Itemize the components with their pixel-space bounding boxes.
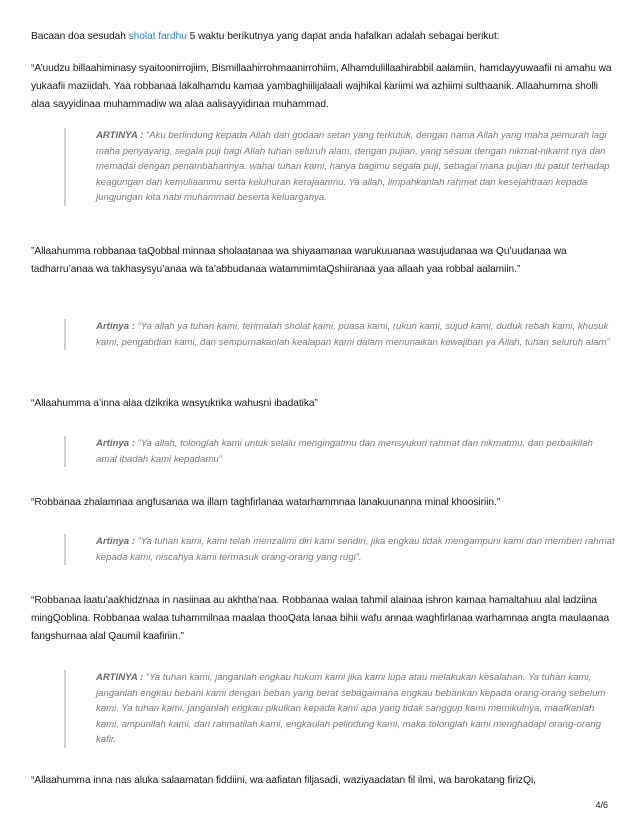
prayer-6-text: “Allaahumma inna nas aluka salaamatan fiddiini, wa aafiatan filjasadi, waziyaadatan fil ilmi, wa barokatang firizQi, bbox=[31, 775, 536, 786]
prayer-5-translation bbox=[64, 670, 616, 748]
translation-text: “Ya allah, tolonglah kami untuk selalu mengingatmu dan mensyukuri rahmat dan nikmatmu, dan perbaikilah amal ibadah kami kepadamu” bbox=[96, 438, 593, 465]
sholat-fardhu-link[interactable]: sholat fardhu bbox=[128, 31, 187, 42]
prayer-2-text: ”Allaahumma robbanaa taQobbal minnaa sholaatanaa wa shiyaamanaa warukuuanaa wasujudanaa wa Qu’uudanaa wa tadharru’anaa wa takhasysyu’anaa wa ta’abbudanaa watammimtaQshiiranaa yaa allaah yaa robbal aalamiin.” bbox=[31, 246, 567, 275]
intro-paragraph bbox=[31, 28, 615, 46]
translation-label: Artinya : bbox=[96, 438, 135, 449]
translation-label: Artinya : bbox=[96, 321, 135, 332]
translation-text: “Ya tuhan kami, janganlah engkau hukum kami jika kami lupa atau melakukan kesalahan. Ya tuhan kami, janganlah engkau bebani kami dengan beban yang berat sebagaimana engkau bebankan kepada orang-orang sebelum kami. Ya tuhan kami, janganlah engkau pikulkan kepada kami apa yang tidak sanggup kami memikulnya, maafkanlah kami, ampunilah kami, dan rahmatilah kami, engkaulah pelindung kami, maka tolonglah kami menghadapi orang-orang kafir. bbox=[96, 672, 606, 746]
translation-text: “Ya allah ya tuhan kami, terimalah sholat kami, puasa kami, rukun kami, sujud kami, duduk rebah kami, khusuk kami, pengabdian kami, dan sempurnakanlah kealapan kami dalam menunaikan kewajiban ya Allah, tuhan seluruh alam” bbox=[96, 321, 610, 348]
prayer-3-translation bbox=[64, 436, 616, 467]
translation-label: ARTINYA : bbox=[96, 672, 144, 683]
intro-text-start: Bacaan doa sesudah bbox=[31, 31, 129, 42]
prayer-4-translation bbox=[64, 534, 616, 565]
translation-text: “Aku berlindung kepada Allah dari godaan setan yang terkutuk, dengan nama Allah yang maha pemurah lagi maha penyayang, segala puji bagi Allah tuhan seluruh alam, dengan pujian, yang sesuai dengan nikmat-nikamt nya dan memadai dengan penambahannya. wahai tuhan kami, hanya bagimu segala puji, sebagai mana pujian itu patut terhadap keagungan dan kemuliaanmu serta keluhuran kerajaanmu. Ya allah, limpahkanlah rahmat dan kesejahtraan kepada jungjungan kita nabi muhammad beserta keluarganya. bbox=[96, 130, 610, 204]
prayer-2-translation bbox=[64, 319, 616, 350]
translation-label: ARTINYA : bbox=[96, 130, 144, 141]
prayer-5-text: “Robbanaa laatu’aakhidznaa in nasiinaa au akhtha’naa. Robbanaa walaa tahmil alainaa ishron kamaa hamaltahuu alal ladziina mingQoblina. Robbanaa walaa tuhammilnaa maalaa thooQata lanaa bihii wafu annaa waghfirlanaa warhamnaa angta maulaanaa fangshurnaa alal Qaumil kaafiriin.” bbox=[31, 595, 610, 642]
page-number: 4/6 bbox=[595, 800, 608, 810]
prayer-1-text: “A’uudzu billaahiminasy syaitoonirrojiim, Bismillaahirrohmaanirrohiim, Alhamdulillaahirabbil aalamiin, hamdayyuwaafii ni amahu wa yukaafii maziidah. Yaa robbanaa lakalhamdu kamaa yambaghiilijalaali wajhikal kariimi wa azhiimi sulthaanik. Allaahumma sholli alaa sayyidinaa muhammadiw wa alaa aalisayyidinaa muhammad. bbox=[31, 63, 612, 110]
prayer-1-translation bbox=[64, 128, 616, 206]
prayer-3-text: “Allaahumma a’inna alaa dzikrika wasyukrika wahusni ibadatika” bbox=[31, 398, 318, 409]
translation-text: “Ya tuhan kami, kami telah menzalimi diri kami sendiri, jika engkau tidak mengampuni kami dan memberi rahmat kepada kami, niscahya kami termasuk orang-orang yang rugi”. bbox=[96, 536, 615, 563]
prayer-4-text: “Robbanaa zhalamnaa angfusanaa wa illam taghfirlanaa watarhammnaa lanakuunanna minal khoosiriin.” bbox=[31, 497, 501, 508]
intro-text-end: 5 waktu berikutnya yang dapat anda hafalkan adalah sebagai berikut: bbox=[186, 31, 500, 42]
translation-label: Artinya : bbox=[96, 536, 135, 547]
